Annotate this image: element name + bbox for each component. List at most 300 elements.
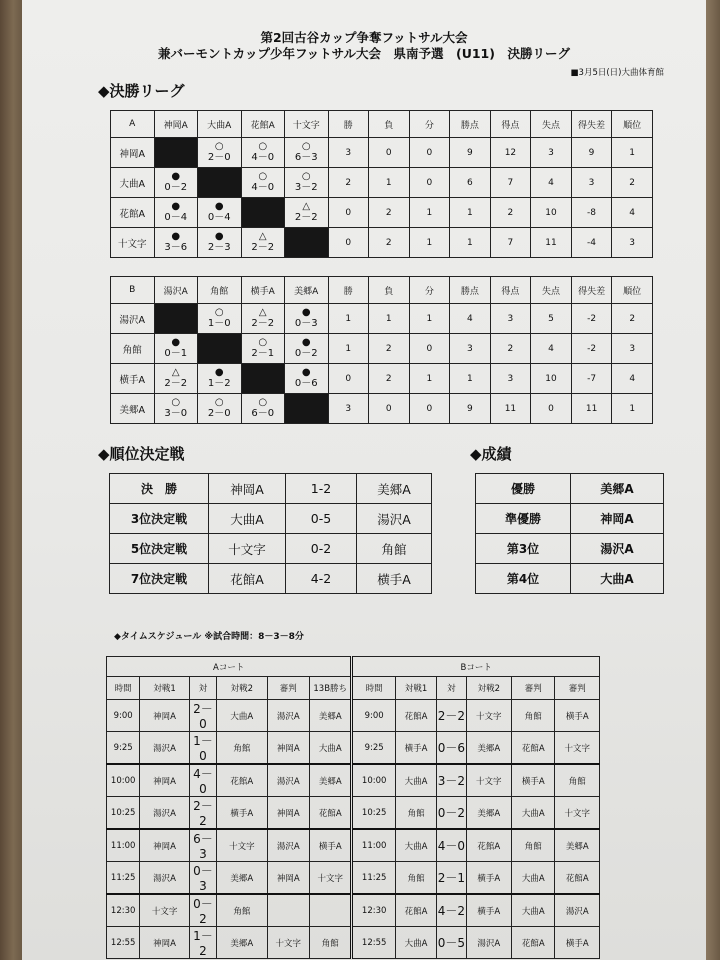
court-b-cell: 9:00 [352,700,395,732]
placement-row [110,504,432,534]
result-score: 0－4 [164,212,188,223]
league-team-header: 大曲A [198,111,242,138]
court-a-cell: 神岡A [140,764,190,797]
league-stat-cell: 1 [409,364,450,394]
league-result-cell [241,304,285,334]
league-stat-cell: 3 [328,138,369,168]
league-stat-cell: 2 [369,198,410,228]
league-result-cell [198,364,242,394]
result-symbol: ● [171,231,181,242]
result-score: 0－2 [164,182,188,193]
league-self-cell [241,364,285,394]
court-b-cell: 大曲A [395,829,436,862]
league-stat-header: 順位 [612,111,653,138]
timetable-b-header: 時間 [352,677,395,700]
result-score: 0－2 [294,348,318,359]
court-b-cell: 12:55 [352,927,395,959]
placement-label: 5位決定戦 [110,534,209,564]
placement-team2: 湯沢A [357,504,432,534]
result-score: 2－2 [251,242,275,253]
league-b-table [110,276,653,424]
result-symbol: ○ [258,171,268,182]
result-score: 2－2 [294,212,318,223]
league-result-cell [198,228,242,258]
league-stat-header: 得失差 [571,277,612,304]
result-symbol: ○ [258,397,268,408]
court-a-cell: 2－2 [189,797,216,830]
court-b-cell: 横手A [555,700,600,732]
league-result-cell [285,138,329,168]
league-stat-cell: 3 [571,168,612,198]
league-stat-cell: -2 [571,304,612,334]
result-score: 1－2 [207,378,231,389]
timetable-a-header: 対 [189,677,216,700]
court-b-cell: 角館 [395,797,436,830]
league-header-row [111,277,653,304]
court-b-cell: 0－5 [437,927,466,959]
placement-label: 3位決定戦 [110,504,209,534]
results-row [476,564,664,594]
league-stat-cell: 0 [409,168,450,198]
league-result-cell [285,334,329,364]
court-a-cell: 6－3 [189,829,216,862]
court-a-cell: 角館 [310,927,352,959]
timetable-row [107,829,600,862]
placement-score: 1-2 [286,474,357,504]
results-rank: 優勝 [476,474,571,504]
result-score: 2－3 [207,242,231,253]
results-section-title: ◆成績 [470,445,512,463]
results-rank: 第3位 [476,534,571,564]
league-result-cell [241,334,285,364]
court-b-cell: 花館A [512,732,555,765]
timetable-column-row [107,677,600,700]
court-b-cell: 湯沢A [466,927,511,959]
court-a-cell: 11:00 [107,829,140,862]
league-result-cell [285,364,329,394]
league-result-cell [154,228,198,258]
league-a-table [110,110,653,258]
court-a-cell: 湯沢A [140,797,190,830]
court-b-cell: 花館A [512,927,555,959]
timetable-row [107,700,600,732]
result-symbol: ○ [214,141,224,152]
court-b-cell: 10:25 [352,797,395,830]
placement-team1: 神岡A [209,474,286,504]
league-row [111,168,653,198]
court-a-cell: 1－2 [189,927,216,959]
league-stat-cell: 7 [490,228,531,258]
league-team-header: 角館 [198,277,242,304]
court-a-cell: 角館 [217,894,268,927]
league-section-title: ◆決勝リーグ [98,82,185,100]
league-stat-header: 負 [369,277,410,304]
court-b-cell: 9:25 [352,732,395,765]
league-row [111,138,653,168]
league-result-cell [241,394,285,424]
league-stat-header: 得点 [490,277,531,304]
court-a-cell: 0－3 [189,862,216,895]
result-score: 0－6 [294,378,318,389]
results-team: 湯沢A [571,534,664,564]
league-label: B [111,277,155,304]
court-b-cell: 大曲A [512,797,555,830]
court-a-cell: 美郷A [310,700,352,732]
league-header-row [111,111,653,138]
court-b-cell: 12:30 [352,894,395,927]
league-stat-cell: -7 [571,364,612,394]
league-stat-cell: 7 [490,168,531,198]
league-result-cell [154,198,198,228]
result-symbol: ○ [258,337,268,348]
league-stat-header: 失点 [531,277,572,304]
league-result-cell [241,168,285,198]
league-stat-cell: 4 [612,364,653,394]
league-result-cell [241,228,285,258]
result-score: 0－1 [164,348,188,359]
court-b-cell: 10:00 [352,764,395,797]
result-score: 2－0 [207,152,231,163]
result-score: 6－3 [294,152,318,163]
league-stat-cell: 0 [409,394,450,424]
court-a-cell: 十文字 [267,927,309,959]
league-team-header: 花館A [241,111,285,138]
league-stat-cell: 11 [571,394,612,424]
timetable-row [107,862,600,895]
timetable-court-row [107,657,600,677]
league-result-cell [285,198,329,228]
league-stat-cell: 0 [328,198,369,228]
league-row-team: 横手A [111,364,155,394]
result-symbol: ● [214,231,224,242]
court-b-cell: 大曲A [395,764,436,797]
court-b-cell: 横手A [555,927,600,959]
results-team: 大曲A [571,564,664,594]
timetable-row [107,927,600,959]
league-self-cell [241,198,285,228]
league-stat-cell: 2 [369,228,410,258]
placement-score: 0-2 [286,534,357,564]
league-row [111,228,653,258]
league-stat-cell: 9 [571,138,612,168]
timetable-a-header: 対戦1 [140,677,190,700]
court-b-cell: 横手A [466,894,511,927]
court-a-cell: 神岡A [267,732,309,765]
results-rank: 準優勝 [476,504,571,534]
league-stat-header: 得失差 [571,111,612,138]
court-a-cell: 十文字 [310,862,352,895]
court-b-cell: 角館 [555,764,600,797]
result-score: 0－4 [207,212,231,223]
league-row-team: 十文字 [111,228,155,258]
league-stat-cell: 11 [490,394,531,424]
league-stat-cell: 2 [490,198,531,228]
wood-background-left [0,0,22,960]
result-score: 4－0 [251,182,275,193]
timetable-table [106,656,600,959]
league-stat-header: 順位 [612,277,653,304]
league-stat-cell: 1 [328,304,369,334]
result-symbol: ● [301,337,311,348]
result-score: 2－2 [251,318,275,329]
timetable-b-header: 対戦2 [466,677,511,700]
court-b-cell: 大曲A [512,894,555,927]
results-rank: 第4位 [476,564,571,594]
timetable-row [107,894,600,927]
timetable-row [107,797,600,830]
timetable-b-header: 審判 [512,677,555,700]
league-stat-cell: 2 [490,334,531,364]
league-stat-cell: 0 [531,394,572,424]
court-b-cell: 4－0 [437,829,466,862]
court-a-cell: 美郷A [217,927,268,959]
placement-row [110,564,432,594]
timetable-a-header: 時間 [107,677,140,700]
court-b-cell: 11:00 [352,829,395,862]
league-self-cell [285,228,329,258]
timetable-a-header: 対戦2 [217,677,268,700]
league-stat-header: 勝 [328,277,369,304]
league-result-cell [198,198,242,228]
league-self-cell [198,168,242,198]
league-result-cell [198,394,242,424]
results-row [476,504,664,534]
league-stat-cell: 0 [369,138,410,168]
court-a-cell: 角館 [217,732,268,765]
court-b-cell: 花館A [395,700,436,732]
league-stat-cell: 3 [450,334,491,364]
league-stat-cell: 9 [450,394,491,424]
court-a-cell: 10:25 [107,797,140,830]
result-symbol: ○ [214,397,224,408]
court-a-cell: 大曲A [217,700,268,732]
court-a-cell [267,894,309,927]
league-stat-cell: 2 [369,334,410,364]
result-symbol: ● [301,307,311,318]
court-b-cell: 角館 [395,862,436,895]
court-b-cell: 0－2 [437,797,466,830]
court-a-cell: 湯沢A [267,829,309,862]
league-self-cell [154,304,198,334]
timetable-b-header: 審判 [555,677,600,700]
league-stat-cell: 1 [328,334,369,364]
result-symbol: ○ [171,397,181,408]
court-b-cell: 2－2 [437,700,466,732]
court-a-cell: 神岡A [267,797,309,830]
league-stat-cell: 1 [409,228,450,258]
result-symbol: ○ [258,141,268,152]
results-team: 神岡A [571,504,664,534]
league-stat-cell: 1 [612,138,653,168]
court-a-cell: 大曲A [310,732,352,765]
league-result-cell [154,168,198,198]
result-score: 3－2 [294,182,318,193]
league-result-cell [154,364,198,394]
league-row [111,304,653,334]
placement-label: 7位決定戦 [110,564,209,594]
court-a-cell [310,894,352,927]
league-stat-cell: 0 [328,364,369,394]
league-result-cell [198,138,242,168]
court-a-cell: 湯沢A [267,700,309,732]
court-b-cell: 十文字 [555,797,600,830]
league-stat-cell: 1 [369,304,410,334]
court-b-cell: 大曲A [395,927,436,959]
court-a-cell: 神岡A [140,927,190,959]
league-stat-cell: 2 [369,364,410,394]
timetable-b-header: 対戦1 [395,677,436,700]
result-score: 2－0 [207,408,231,419]
court-a-cell: 十文字 [217,829,268,862]
court-a-cell: 美郷A [217,862,268,895]
league-result-cell [154,394,198,424]
league-stat-cell: 2 [328,168,369,198]
league-team-header: 湯沢A [154,277,198,304]
title-line-2: 兼バーモントカップ少年フットサル大会 県南予選 (U11) 決勝リーグ [158,46,570,61]
league-stat-cell: -4 [571,228,612,258]
league-stat-cell: 1 [612,394,653,424]
league-row-team: 神岡A [111,138,155,168]
court-a-cell: 横手A [310,829,352,862]
court-a-cell: 神岡A [140,700,190,732]
results-team: 美郷A [571,474,664,504]
league-stat-header: 失点 [531,111,572,138]
result-symbol: ● [171,201,181,212]
result-score: 6－0 [251,408,275,419]
results-table [475,473,664,594]
court-b-cell: 横手A [395,732,436,765]
league-result-cell [285,304,329,334]
court-b-cell: 角館 [512,829,555,862]
placement-team1: 十文字 [209,534,286,564]
league-row-team: 花館A [111,198,155,228]
court-a-cell: 神岡A [140,829,190,862]
league-stat-cell: 10 [531,198,572,228]
league-team-header: 神岡A [154,111,198,138]
timetable-row [107,764,600,797]
court-b-cell: 2－1 [437,862,466,895]
court-a-cell: 十文字 [140,894,190,927]
result-score: 2－1 [251,348,275,359]
league-row [111,364,653,394]
league-self-cell [154,138,198,168]
court-a-cell: 11:25 [107,862,140,895]
league-stat-cell: 10 [531,364,572,394]
result-symbol: ● [214,367,224,378]
court-a-cell: 9:25 [107,732,140,765]
league-stat-cell: 3 [328,394,369,424]
league-team-header: 美郷A [285,277,329,304]
venue-date: ■3月5日(日)大曲体育館 [570,68,664,78]
league-stat-header: 勝点 [450,111,491,138]
court-b-cell: 十文字 [555,732,600,765]
result-symbol: ● [171,337,181,348]
league-stat-header: 分 [409,277,450,304]
league-stat-header: 分 [409,111,450,138]
court-a-cell: 花館A [217,764,268,797]
result-symbol: ● [301,367,311,378]
league-stat-cell: 4 [612,198,653,228]
court-b-cell: 十文字 [466,764,511,797]
placement-score: 4-2 [286,564,357,594]
placement-row [110,534,432,564]
court-a-cell: 美郷A [310,764,352,797]
court-b-cell: 十文字 [466,700,511,732]
league-stat-cell: 1 [369,168,410,198]
result-score: 4－0 [251,152,275,163]
placement-label: 決 勝 [110,474,209,504]
court-a-header: Aコート [107,657,352,677]
court-b-cell: 横手A [466,862,511,895]
league-team-header: 十文字 [285,111,329,138]
court-b-cell: 湯沢A [555,894,600,927]
league-result-cell [198,304,242,334]
placement-team2: 角館 [357,534,432,564]
league-stat-cell: 2 [612,168,653,198]
court-a-cell: 2－0 [189,700,216,732]
result-symbol: △ [171,367,180,378]
court-a-cell: 神岡A [267,862,309,895]
court-a-cell: 4－0 [189,764,216,797]
court-a-cell: 0－2 [189,894,216,927]
timetable-b-header: 対 [437,677,466,700]
league-stat-header: 勝 [328,111,369,138]
placement-team2: 美郷A [357,474,432,504]
league-stat-cell: 1 [409,304,450,334]
league-stat-cell: 4 [531,168,572,198]
timetable-row [107,732,600,765]
court-b-cell: 0－6 [437,732,466,765]
court-b-cell: 美郷A [555,829,600,862]
league-stat-cell: 12 [490,138,531,168]
league-stat-cell: 11 [531,228,572,258]
timetable-a-header: 審判 [267,677,309,700]
court-b-cell: 花館A [555,862,600,895]
court-b-cell: 美郷A [466,797,511,830]
league-stat-cell: 2 [612,304,653,334]
league-stat-cell: 9 [450,138,491,168]
league-row-team: 角館 [111,334,155,364]
court-a-cell: 9:00 [107,700,140,732]
court-a-cell: 湯沢A [140,862,190,895]
title-line-1: 第2回古谷カップ争奪フットサル大会 [260,30,468,45]
league-self-cell [285,394,329,424]
result-score: 3－6 [164,242,188,253]
league-stat-cell: 6 [450,168,491,198]
league-result-cell [285,168,329,198]
result-symbol: △ [302,201,311,212]
court-b-cell: 花館A [395,894,436,927]
court-a-cell: 10:00 [107,764,140,797]
league-stat-cell: -2 [571,334,612,364]
court-b-cell: 横手A [512,764,555,797]
result-score: 3－0 [164,408,188,419]
court-b-cell: 大曲A [512,862,555,895]
league-label: A [111,111,155,138]
wood-background-right [706,0,720,960]
league-stat-cell: 3 [490,304,531,334]
league-stat-cell: -8 [571,198,612,228]
league-row-team: 美郷A [111,394,155,424]
placement-score: 0-5 [286,504,357,534]
league-stat-cell: 3 [612,228,653,258]
league-stat-cell: 3 [612,334,653,364]
league-team-header: 横手A [241,277,285,304]
results-row [476,474,664,504]
result-symbol: ○ [301,141,311,152]
result-score: 2－2 [164,378,188,389]
document-sheet [22,0,706,960]
